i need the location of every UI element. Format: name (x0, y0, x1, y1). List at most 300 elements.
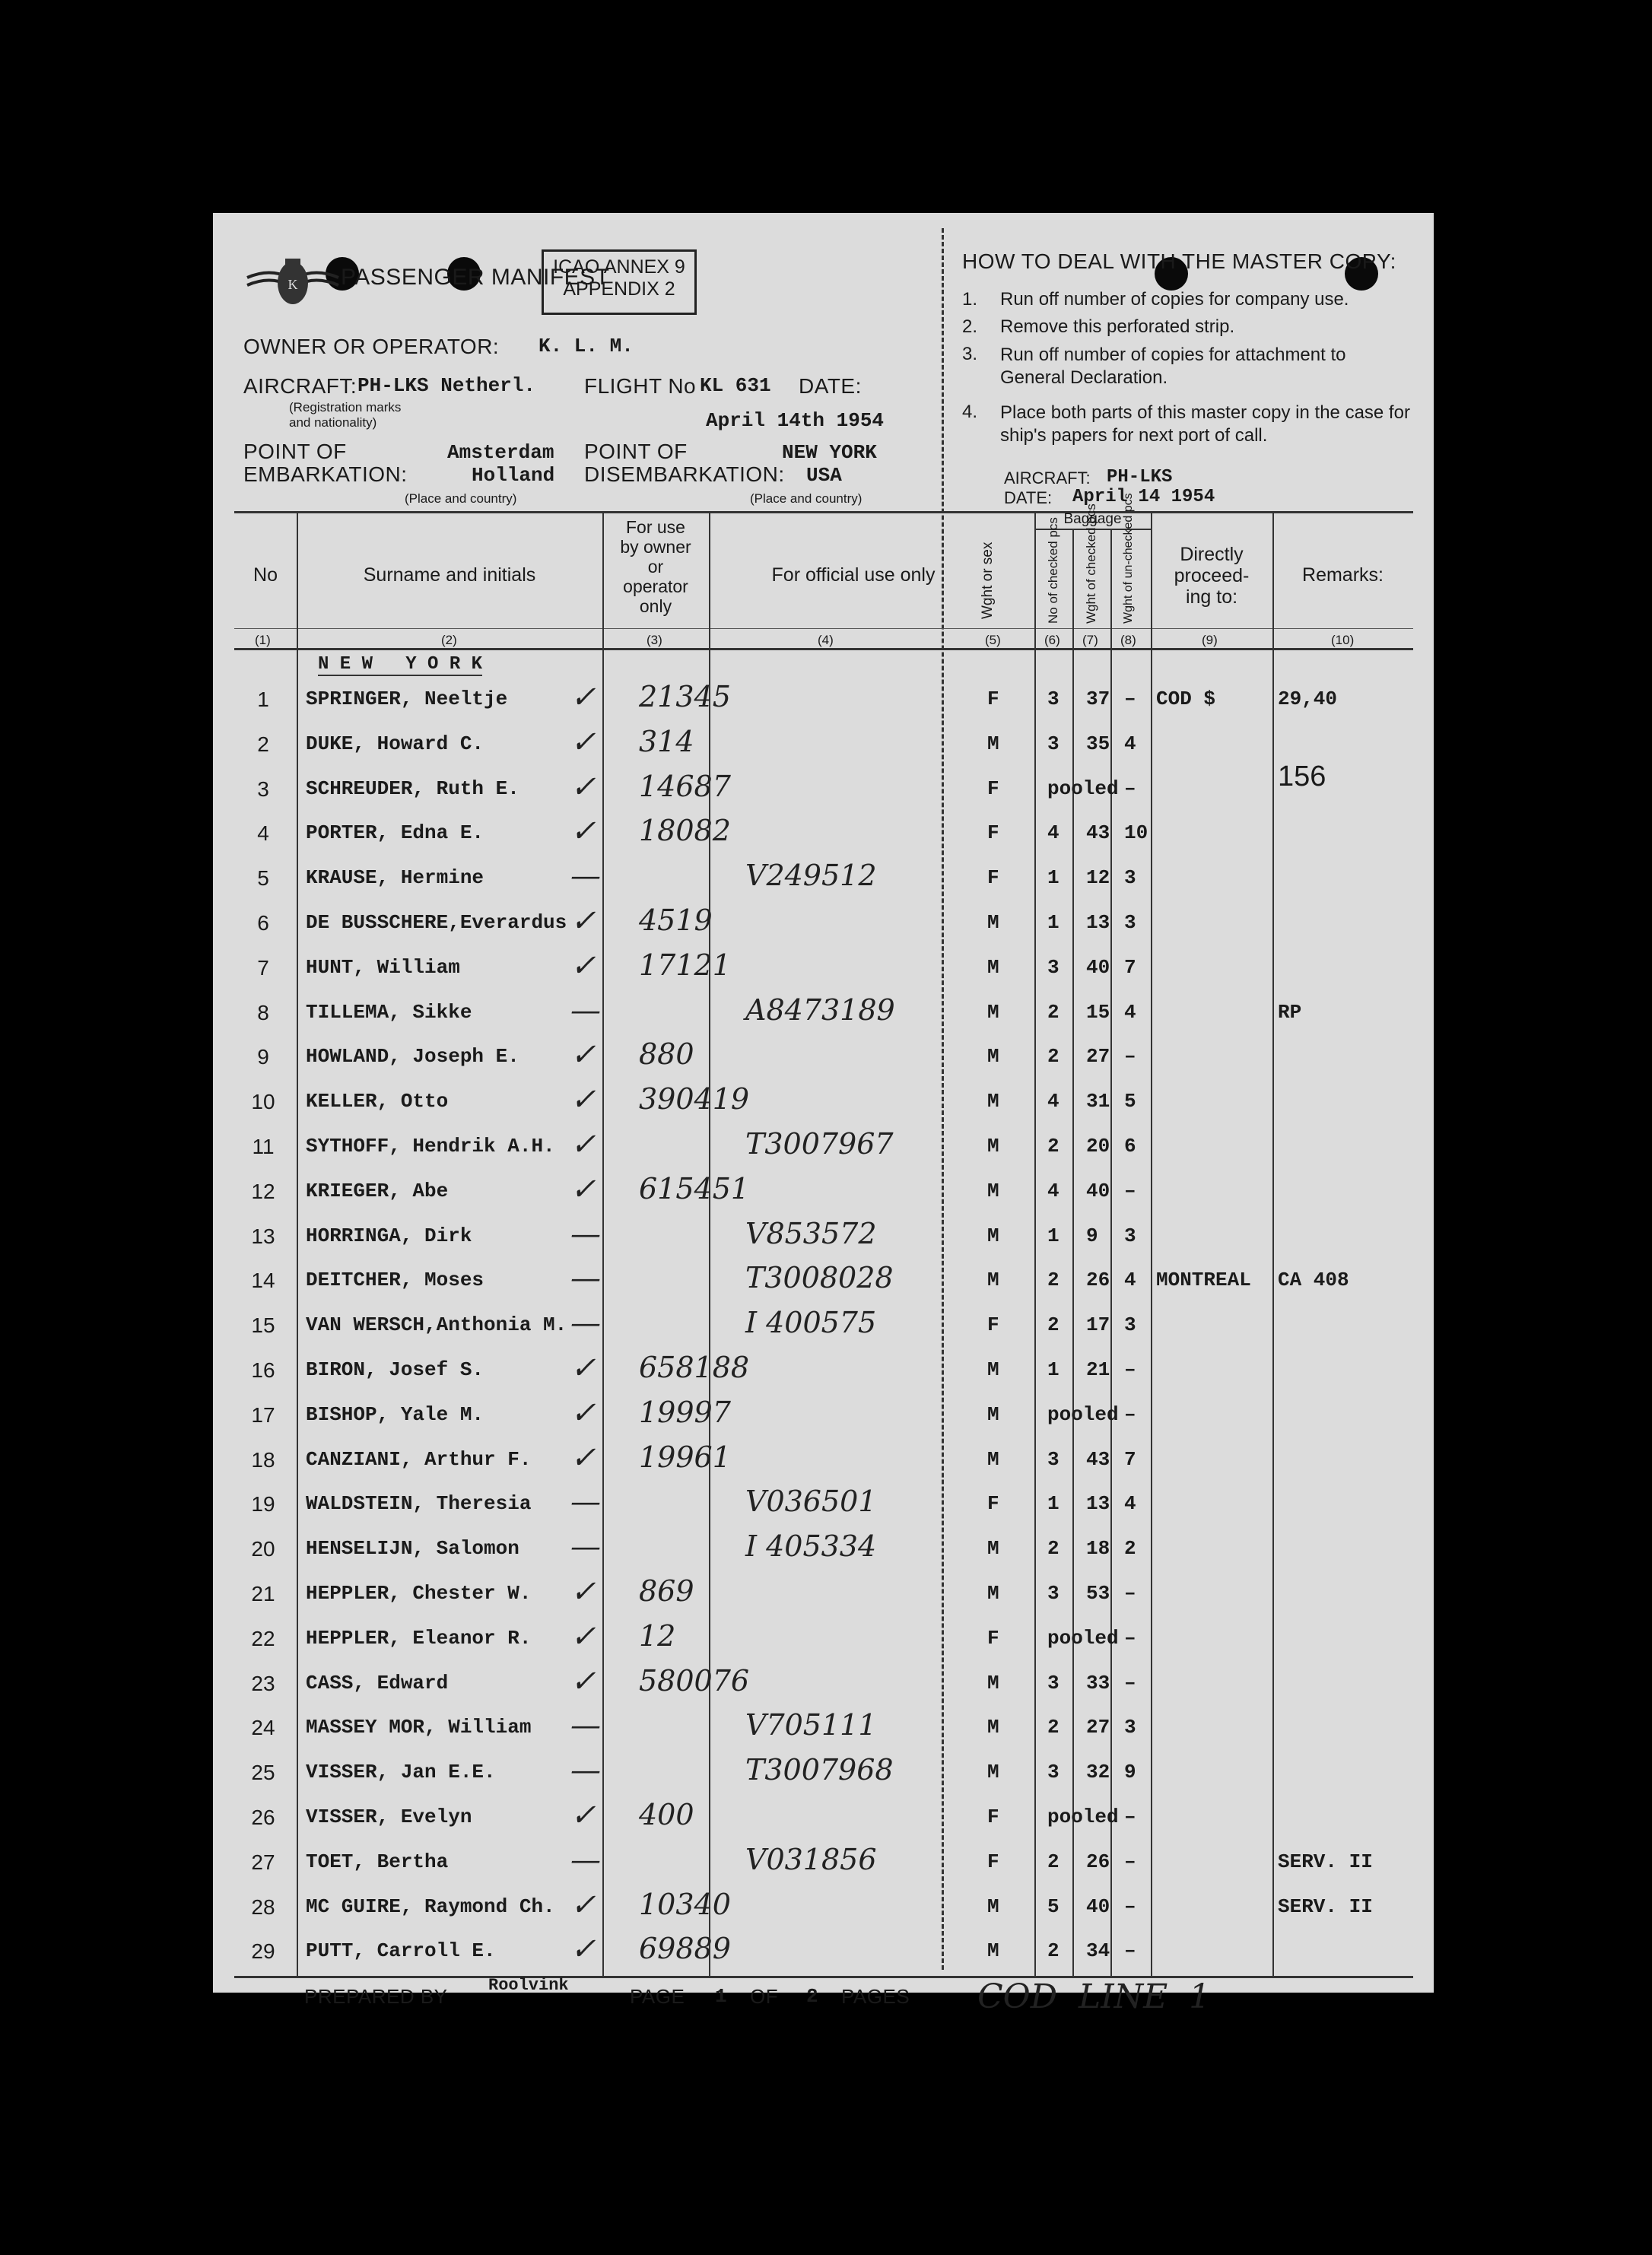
sex: M (987, 1939, 999, 1963)
passenger-name: HUNT, William (306, 955, 460, 979)
check-mark: ✓ (570, 680, 596, 715)
owner-number: 400 (639, 1798, 694, 1831)
table-row (213, 678, 1434, 723)
official-number: V853572 (745, 1216, 877, 1250)
owner-value: K. L. M. (538, 335, 634, 357)
remarks: SERV. II (1278, 1895, 1373, 1918)
official-number: I 400575 (745, 1306, 877, 1340)
checked-pcs: pooled (1047, 1402, 1119, 1426)
owner-label: OWNER OR OPERATOR: (243, 335, 500, 358)
sex: M (987, 1895, 999, 1918)
table-row (213, 1930, 1434, 1974)
check-mark: ✓ (570, 814, 596, 850)
aircraft-note-1: (Registration marks (289, 400, 402, 414)
instruction-4 (962, 402, 1411, 447)
passenger-name: TOET, Bertha (306, 1850, 449, 1873)
checked-weight: 43 (1086, 821, 1110, 845)
checked-weight: 26 (1086, 1269, 1110, 1292)
passenger-name: BISHOP, Yale M. (306, 1402, 484, 1426)
table-header-rule (234, 648, 1413, 650)
row-number: 22 (251, 1626, 275, 1650)
passenger-name: HOWLAND, Joseph E. (306, 1045, 519, 1069)
owner-number: 615451 (639, 1171, 750, 1205)
sex: M (987, 1090, 999, 1113)
col-number: (1) (255, 633, 271, 647)
checked-weight: 15 (1086, 1000, 1110, 1024)
aircraft-value: PH-LKS Netherl. (357, 374, 536, 397)
table-row (213, 1573, 1434, 1617)
col-header-official: For official use only (771, 564, 936, 586)
checked-pcs: 4 (1047, 1090, 1060, 1113)
proceeding-to: MONTREAL (1156, 1269, 1251, 1292)
unchecked-weight: – (1124, 1358, 1136, 1381)
disembark-value-1: NEW YORK (782, 441, 877, 464)
check-mark: — (570, 859, 601, 894)
col-header-no: No (253, 564, 278, 586)
checked-weight: 20 (1086, 1135, 1110, 1158)
row-number: 26 (251, 1806, 275, 1829)
passenger-name: HEPPLER, Chester W. (306, 1582, 532, 1605)
checked-weight: 26 (1086, 1850, 1110, 1873)
col-header-checked: No of checked pcs (1046, 517, 1060, 624)
col-number: (2) (441, 633, 457, 647)
owner-number: 580076 (639, 1663, 750, 1698)
instructions-aircraft-value: PH-LKS (1107, 467, 1173, 488)
row-number: 17 (251, 1402, 275, 1427)
icao-box (542, 249, 697, 315)
sex: F (987, 1806, 999, 1828)
instruction-number: 1. (962, 289, 978, 310)
aircraft-note-2: and nationality) (289, 415, 377, 430)
owner-number: 18082 (639, 814, 731, 848)
table-row (213, 902, 1434, 946)
page-value: 1 (715, 1985, 727, 2008)
sex: F (987, 688, 999, 710)
table-row (213, 1663, 1434, 1707)
table-row (213, 1126, 1434, 1170)
sex: M (987, 1716, 999, 1739)
unchecked-weight: – (1124, 1626, 1136, 1650)
unchecked-weight: 3 (1124, 866, 1136, 890)
checked-pcs: 2 (1047, 1537, 1060, 1561)
instruction-number: 2. (962, 316, 978, 337)
passenger-name: VISSER, Jan E.E. (306, 1761, 496, 1784)
sex: M (987, 1537, 999, 1561)
checked-pcs: 2 (1047, 1939, 1060, 1963)
check-mark: ✓ (570, 1663, 596, 1699)
table-row (213, 1215, 1434, 1259)
table-col-number-rule (234, 628, 1413, 629)
row-number: 19 (251, 1492, 275, 1517)
sex: M (987, 732, 999, 755)
instruction-1 (962, 289, 1418, 310)
row-number: 10 (251, 1090, 275, 1114)
embark-value-2: Holland (472, 464, 555, 487)
sex: M (987, 1179, 999, 1202)
directly-line: Directly (1180, 544, 1244, 565)
unchecked-weight: 2 (1124, 1537, 1136, 1561)
checked-pcs: 4 (1047, 821, 1060, 845)
unchecked-weight: 3 (1124, 1716, 1136, 1739)
sex: M (987, 1135, 999, 1158)
official-number: I 405334 (745, 1529, 877, 1564)
owner-number: 69889 (639, 1932, 731, 1966)
table-row (213, 1886, 1434, 1930)
owner-number: 17121 (639, 948, 731, 982)
owner-number: 314 (639, 724, 694, 758)
sex: M (987, 1761, 999, 1784)
sex: M (987, 1269, 999, 1292)
official-number: T3007967 (745, 1127, 894, 1161)
unchecked-weight: – (1124, 1402, 1136, 1426)
checked-pcs: 3 (1047, 1447, 1060, 1471)
directly-line: proceed- (1174, 565, 1250, 586)
table-row (213, 1304, 1434, 1348)
pages-label: PAGES (841, 1985, 910, 2008)
klm-logo-icon (243, 251, 342, 312)
owner-use-line: operator (623, 576, 688, 596)
checked-weight: 35 (1086, 732, 1110, 755)
col-number: (5) (985, 633, 1001, 647)
sex: M (987, 1000, 999, 1024)
table-row (213, 1528, 1434, 1572)
icao-line-1: ICAO ANNEX 9 (553, 256, 685, 278)
sex: M (987, 1224, 999, 1247)
row-number: 5 (257, 866, 269, 891)
checked-pcs: 1 (1047, 1224, 1060, 1247)
unchecked-weight: – (1124, 1179, 1136, 1202)
row-number: 14 (251, 1269, 275, 1293)
checked-pcs: 2 (1047, 1135, 1060, 1158)
row-number: 29 (251, 1939, 275, 1964)
checked-weight: 34 (1086, 1939, 1110, 1963)
checked-weight: 40 (1086, 955, 1110, 979)
checked-weight: 37 (1086, 688, 1110, 710)
unchecked-weight: – (1124, 1582, 1136, 1605)
owner-number: 19997 (639, 1395, 731, 1429)
instruction-number: 3. (962, 344, 978, 364)
unchecked-weight: 4 (1124, 732, 1136, 755)
checked-pcs: 3 (1047, 1582, 1060, 1605)
row-number: 12 (251, 1179, 275, 1203)
unchecked-weight: 6 (1124, 1135, 1136, 1158)
unchecked-weight: 3 (1124, 911, 1136, 934)
passenger-name: MC GUIRE, Raymond Ch. (306, 1895, 555, 1918)
checked-weight: 31 (1086, 1090, 1110, 1113)
passenger-name: KELLER, Otto (306, 1090, 449, 1113)
passenger-name: PORTER, Edna E. (306, 821, 484, 845)
owner-number: 880 (639, 1037, 694, 1072)
checked-weight: 33 (1086, 1671, 1110, 1694)
check-mark: ✓ (570, 1798, 596, 1833)
unchecked-weight: 4 (1124, 1000, 1136, 1024)
checked-weight: 43 (1086, 1447, 1110, 1471)
passenger-name: DUKE, Howard C. (306, 732, 484, 755)
checked-pcs: 2 (1047, 1269, 1060, 1292)
checked-pcs: 2 (1047, 1000, 1060, 1024)
owner-use-line: or (647, 557, 664, 576)
row-number: 25 (251, 1761, 275, 1785)
passenger-name: KRAUSE, Hermine (306, 866, 484, 890)
row-number: 27 (251, 1850, 275, 1874)
checked-pcs: 1 (1047, 1492, 1060, 1516)
checked-weight: 13 (1086, 911, 1110, 934)
col-number: (10) (1331, 633, 1355, 647)
disembark-value-2: USA (806, 464, 842, 487)
row-number: 6 (257, 911, 269, 935)
table-row (213, 1707, 1434, 1751)
unchecked-weight: 3 (1124, 1224, 1136, 1247)
instruction-text: Place both parts of this master copy in the case for ship's papers for next port of call. (1000, 402, 1410, 446)
passenger-name: SPRINGER, Neeltje (306, 688, 508, 710)
row-number: 4 (257, 821, 269, 846)
checked-weight: 40 (1086, 1895, 1110, 1918)
checked-pcs: 2 (1047, 1313, 1060, 1337)
remarks: CA 408 (1278, 1269, 1349, 1292)
sex: M (987, 911, 999, 934)
check-mark: ✓ (570, 1440, 596, 1475)
passenger-name: HEPPLER, Eleanor R. (306, 1626, 532, 1650)
owner-number: 869 (639, 1574, 694, 1608)
table-row (213, 1081, 1434, 1125)
row-number: 28 (251, 1895, 275, 1919)
row-number: 11 (252, 1135, 275, 1158)
owner-number: 14687 (639, 769, 731, 803)
table-row (213, 947, 1434, 991)
unchecked-weight: 10 (1124, 821, 1148, 845)
checked-weight: 21 (1086, 1358, 1110, 1381)
row-number: 9 (257, 1045, 269, 1069)
check-mark: ✓ (570, 1127, 596, 1162)
checked-pcs: 2 (1047, 1045, 1060, 1069)
row-number: 16 (251, 1358, 275, 1382)
table-bottom-rule (234, 1976, 1413, 1978)
directly-line: ing to: (1185, 586, 1238, 608)
sex: M (987, 1671, 999, 1694)
checked-weight: 18 (1086, 1537, 1110, 1561)
check-mark: ✓ (570, 904, 596, 939)
table-row (213, 1439, 1434, 1483)
official-number: A8473189 (745, 993, 895, 1027)
owner-number: 12 (639, 1618, 676, 1653)
checked-pcs: 1 (1047, 911, 1060, 934)
table-row (213, 1796, 1434, 1841)
owner-use-line: For use (626, 517, 685, 537)
date-value: April 14th 1954 (706, 409, 885, 432)
checked-pcs: pooled (1047, 777, 1119, 800)
row-number: 18 (251, 1447, 275, 1472)
checked-pcs: 2 (1047, 1850, 1060, 1873)
owner-use-line: only (639, 596, 672, 616)
sex: F (987, 1850, 999, 1873)
instruction-number: 4. (962, 402, 978, 422)
unchecked-weight: – (1124, 1939, 1136, 1963)
sex: F (987, 821, 999, 845)
instruction-text: Run off number of copies for attachment to General Declaration. (1000, 345, 1346, 388)
checked-weight: 40 (1086, 1179, 1110, 1202)
checked-pcs: 3 (1047, 1671, 1060, 1694)
proceeding-to: COD $ (1156, 688, 1216, 710)
table-row (213, 1259, 1434, 1304)
check-mark: — (570, 1753, 601, 1789)
unchecked-weight: – (1124, 1806, 1136, 1828)
check-mark: ✓ (570, 1618, 596, 1654)
remarks: 29,40 (1278, 688, 1338, 710)
row-number: 3 (257, 777, 269, 801)
owner-number: 4519 (639, 904, 713, 937)
row-number: 21 (251, 1582, 275, 1605)
official-number: T3008028 (745, 1261, 894, 1295)
flight-value: KL 631 (700, 374, 771, 397)
row-number: 8 (257, 1000, 269, 1024)
row-number: 23 (251, 1671, 275, 1695)
check-mark: ✓ (570, 1082, 596, 1118)
unchecked-weight: 4 (1124, 1269, 1136, 1292)
sex: M (987, 1402, 999, 1426)
prepared-value: Roolvink (488, 1976, 569, 1995)
checked-pcs: 3 (1047, 688, 1060, 710)
manifest-sheet (213, 213, 1434, 2016)
checked-pcs: 4 (1047, 1179, 1060, 1202)
check-mark: ✓ (570, 1351, 596, 1386)
check-mark: — (570, 1529, 601, 1565)
unchecked-weight: 4 (1124, 1492, 1136, 1516)
table-row (213, 812, 1434, 856)
disembark-label-2: DISEMBARKATION: (584, 462, 785, 486)
col-header-baggage: Baggage (1063, 511, 1122, 527)
checked-pcs: 3 (1047, 955, 1060, 979)
row-number: 24 (251, 1716, 275, 1740)
official-number: V249512 (745, 859, 877, 893)
passenger-name: KRIEGER, Abe (306, 1179, 449, 1202)
col-number: (8) (1120, 633, 1136, 647)
official-number: T3007968 (745, 1753, 894, 1787)
disembark-label-1: POINT OF (584, 440, 688, 463)
unchecked-weight: 5 (1124, 1090, 1136, 1113)
prepared-label: PREPARED BY (304, 1985, 448, 2008)
checked-weight: 13 (1086, 1492, 1110, 1516)
checked-weight: 27 (1086, 1045, 1110, 1069)
passenger-name: PUTT, Carroll E. (306, 1939, 496, 1963)
col-header-wght-unchecked: Wght of un-checked pcs (1122, 493, 1135, 624)
checked-pcs: pooled (1047, 1806, 1119, 1828)
embark-value-1: Amsterdam (447, 441, 554, 464)
table-row (213, 1170, 1434, 1215)
checked-pcs: 1 (1047, 1358, 1060, 1381)
embark-label-1: POINT OF (243, 440, 347, 463)
passenger-name: BIRON, Josef S. (306, 1358, 484, 1381)
passenger-name: SYTHOFF, Hendrik A.H. (306, 1135, 555, 1158)
remarks: SERV. II (1278, 1850, 1373, 1873)
official-number: V705111 (745, 1708, 877, 1742)
check-mark: — (570, 1216, 601, 1252)
checked-pcs: 3 (1047, 732, 1060, 755)
of-label: OF (750, 1985, 779, 2008)
check-mark: ✓ (570, 769, 596, 805)
col-number: (6) (1044, 633, 1060, 647)
sex: F (987, 866, 999, 890)
check-mark: — (570, 1261, 601, 1297)
unchecked-weight: – (1124, 777, 1136, 800)
col-header-surname: Surname and initials (363, 564, 536, 586)
row-number: 13 (251, 1224, 275, 1248)
sex: M (987, 955, 999, 979)
check-mark: ✓ (570, 1171, 596, 1207)
check-mark: — (570, 1842, 601, 1878)
checked-pcs: pooled (1047, 1626, 1119, 1650)
svg-text:K: K (288, 277, 298, 292)
sex: F (987, 1626, 999, 1650)
owner-number: 390419 (639, 1082, 750, 1116)
table-row (213, 1483, 1434, 1527)
unchecked-weight: – (1124, 1895, 1136, 1918)
table-row (213, 992, 1434, 1036)
row-number: 15 (251, 1313, 275, 1338)
table-row (213, 1349, 1434, 1393)
instructions-date-label: DATE: (1004, 488, 1053, 507)
table-row (213, 1394, 1434, 1438)
remarks: RP (1278, 1000, 1302, 1024)
table-row (213, 1618, 1434, 1662)
table-row (213, 723, 1434, 767)
official-number: V036501 (745, 1485, 877, 1519)
check-mark: — (570, 993, 601, 1028)
sex: M (987, 1447, 999, 1471)
check-mark: ✓ (570, 1887, 596, 1923)
col-header-owner-use (602, 517, 709, 616)
table-top-rule (234, 511, 1413, 513)
check-mark: ✓ (570, 1037, 596, 1073)
checked-weight: 53 (1086, 1582, 1110, 1605)
check-mark: ✓ (570, 724, 596, 760)
passenger-name: DE BUSSCHERE,Everardus (306, 911, 567, 934)
manifest-title: PASSENGER MANIFEST (341, 265, 610, 290)
unchecked-weight: 9 (1124, 1761, 1136, 1784)
instruction-3 (962, 344, 1411, 389)
instructions-aircraft-label: AIRCRAFT: (1004, 468, 1091, 488)
date-label: DATE: (799, 374, 862, 398)
row-number: 1 (257, 688, 269, 711)
passenger-name: CASS, Edward (306, 1671, 449, 1694)
sex: M (987, 1045, 999, 1069)
official-number: V031856 (745, 1842, 877, 1876)
sex: F (987, 1492, 999, 1516)
unchecked-weight: 3 (1124, 1313, 1136, 1337)
embark-label-2: EMBARKATION: (243, 462, 408, 486)
instruction-text: Remove this perforated strip. (1000, 316, 1235, 337)
col-number: (7) (1082, 633, 1098, 647)
check-mark: ✓ (570, 948, 596, 983)
col-number: (9) (1202, 633, 1218, 647)
check-mark: ✓ (570, 1395, 596, 1431)
sex: F (987, 1313, 999, 1337)
col-header-directly (1151, 544, 1272, 608)
unchecked-weight: – (1124, 1045, 1136, 1069)
instructions-title: HOW TO DEAL WITH THE MASTER COPY: (962, 249, 1396, 273)
instruction-text: Run off number of copies for company use. (1000, 289, 1349, 310)
of-value: 2 (806, 1985, 818, 2008)
table-row (213, 1036, 1434, 1080)
owner-number: 658188 (639, 1351, 750, 1384)
sex: M (987, 1358, 999, 1381)
checked-weight: 32 (1086, 1761, 1110, 1784)
table-row (213, 1752, 1434, 1796)
unchecked-weight: 7 (1124, 955, 1136, 979)
check-mark: ✓ (570, 1932, 596, 1968)
passenger-name: HENSELIJN, Salomon (306, 1537, 519, 1561)
checked-pcs: 3 (1047, 1761, 1060, 1784)
checked-weight: 27 (1086, 1716, 1110, 1739)
